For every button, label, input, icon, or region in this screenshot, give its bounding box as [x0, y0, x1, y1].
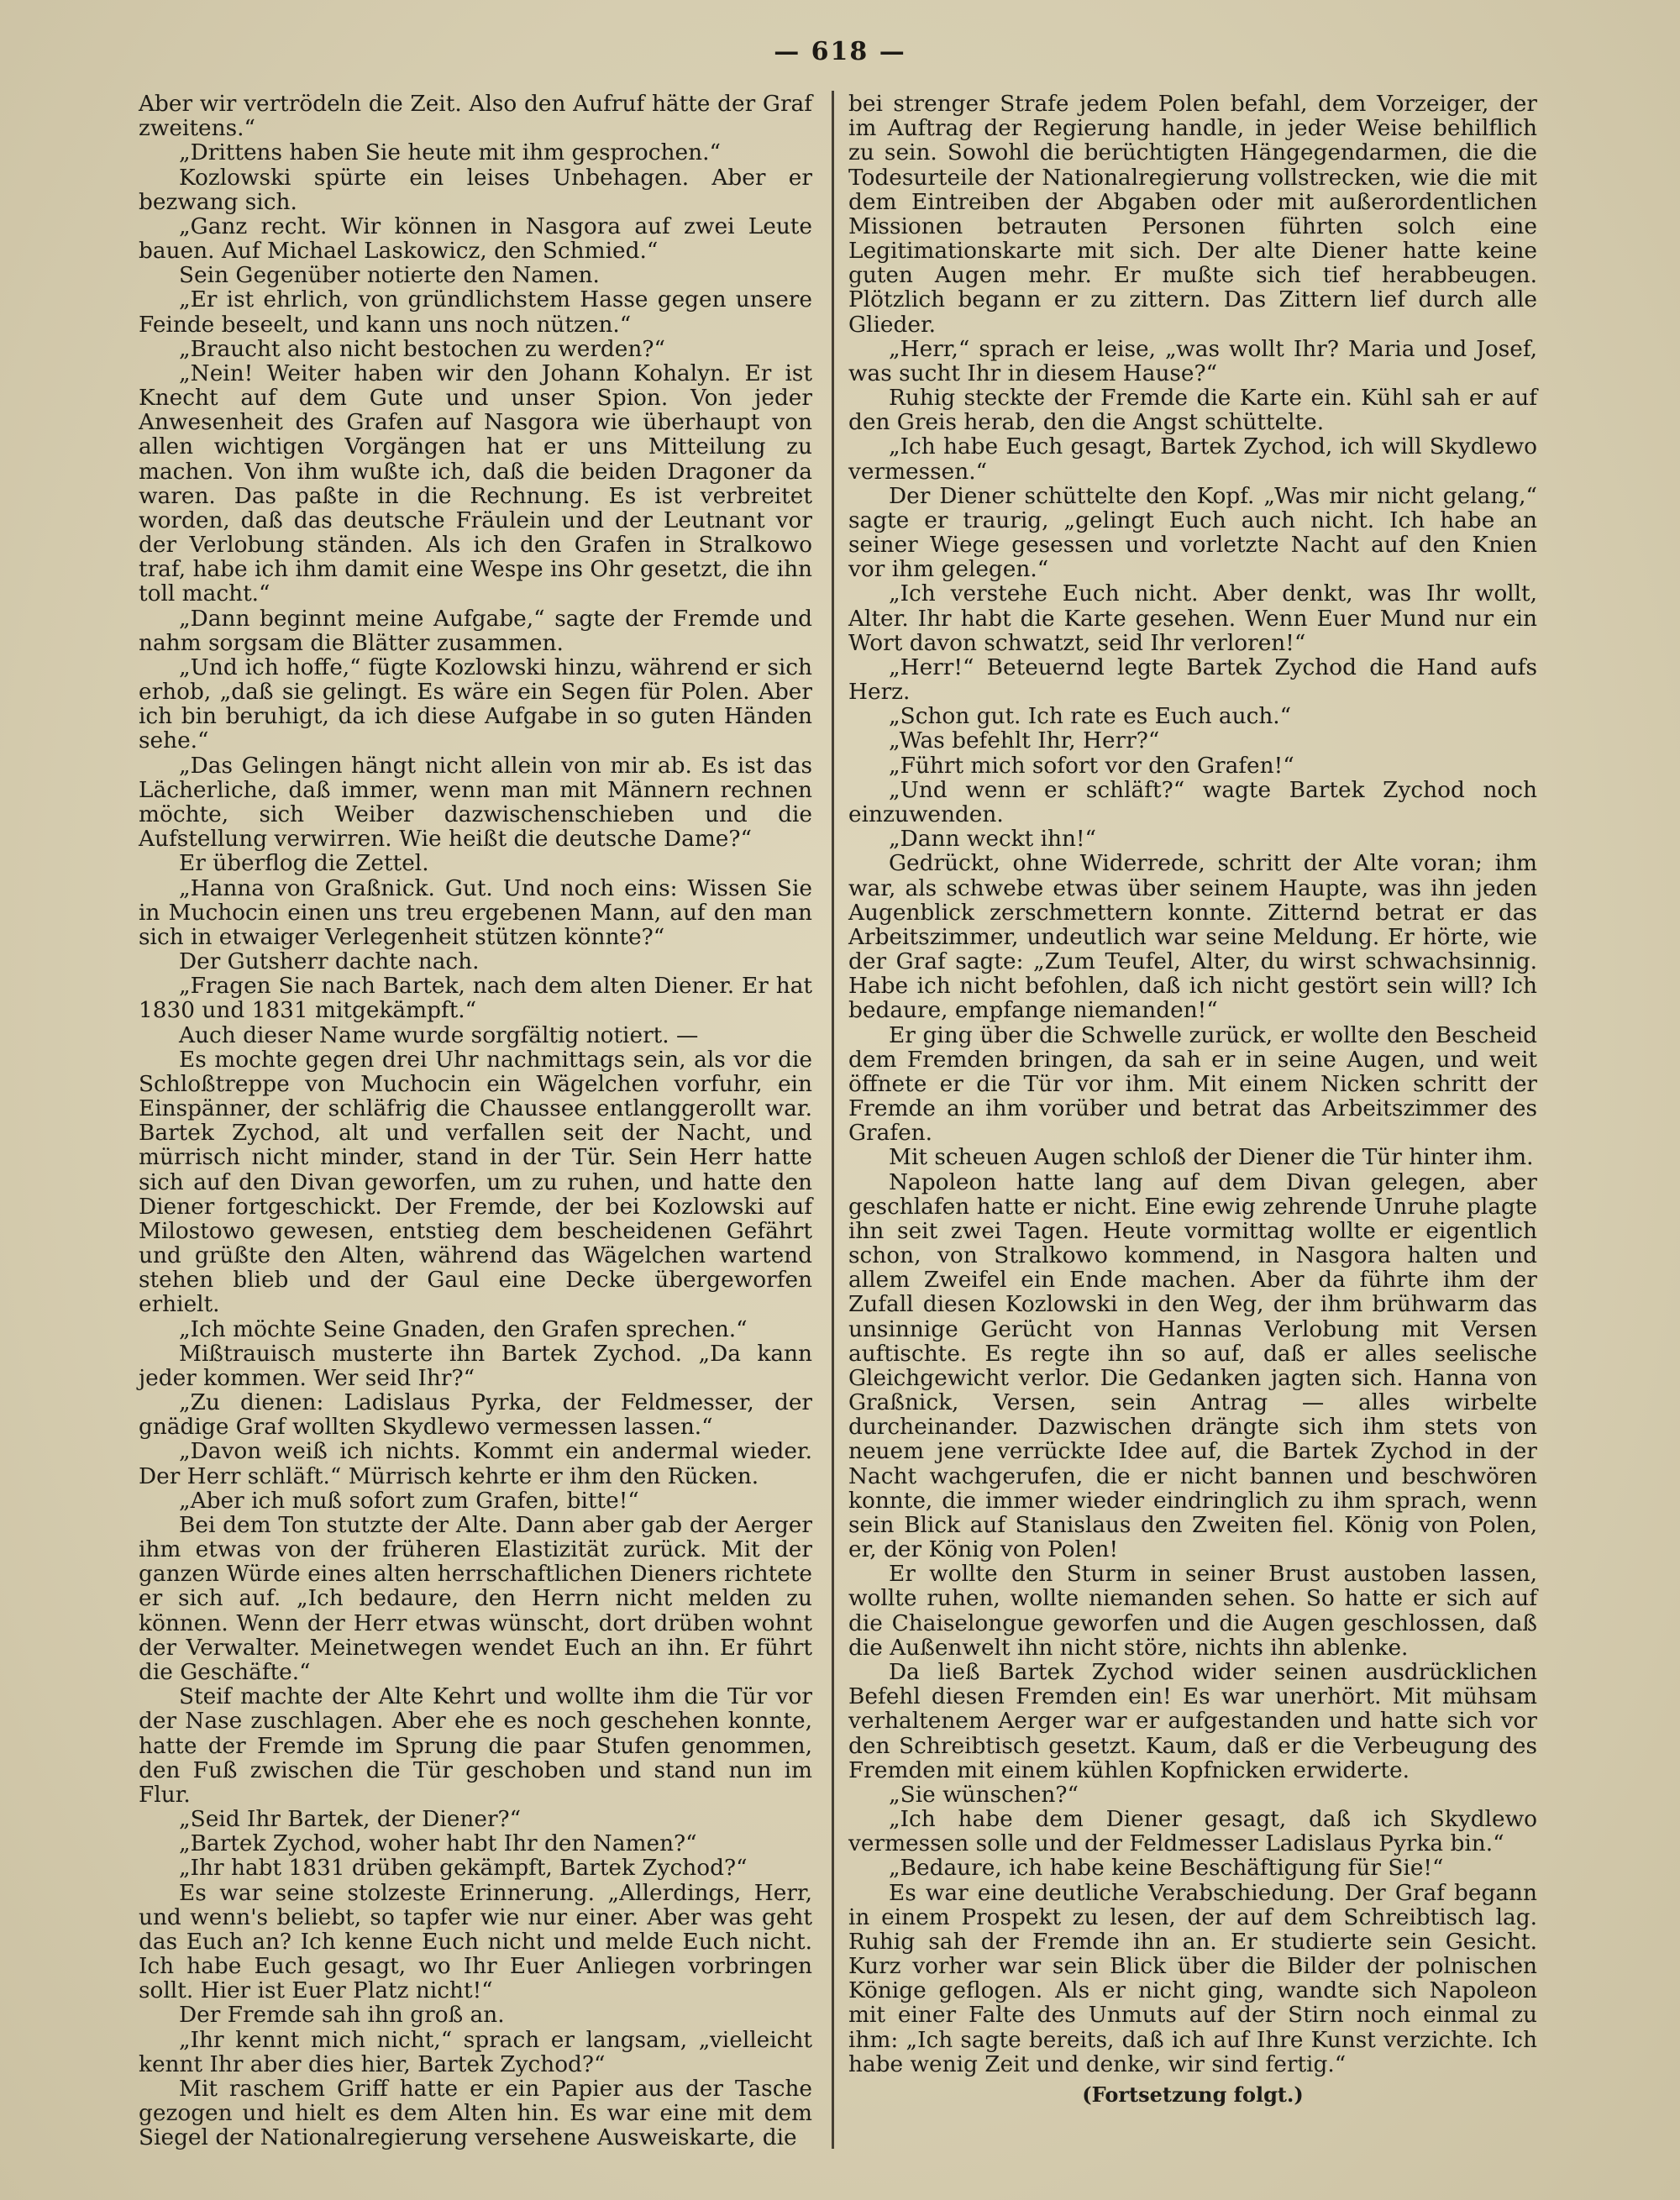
continuation-note: (Fortsetzung folgt.)	[1082, 2082, 1304, 2107]
paragraph: „Ich verstehe Euch nicht. Aber denkt, was Ihr wollt, Alter. Ihr habt die Karte gesehen. Wenn Euer Mund nur ein Wort davon schwatzt, seid Ihr verloren!“	[848, 581, 1537, 656]
paragraph: „Dann weckt ihn!“	[889, 827, 1097, 853]
right-column	[848, 92, 1537, 2107]
paragraph: „Schon gut. Ich rate es Euch auch.“	[889, 704, 1292, 730]
paragraph: Kozlowski spürte ein leises Unbehagen. Aber er bezwang sich.	[139, 165, 812, 215]
paragraph: „Seid Ihr Bartek, der Diener?“	[179, 1807, 522, 1833]
paragraph: Napoleon hatte lang auf dem Divan gelegen, aber geschlafen hatte er nicht. Eine ewig zehrende Unruhe plagte ihn seit zwei Tagen. Heute vormittag wollte er eigentlich schon, von Stralkowo kommend, in Nasgora halten und allem Zweifel ein Ende machen. Aber da führte ihm der Zufall diesen Kozlowski in den Weg, der ihm brühwarm das unsinnige Gerücht von Hannas Verlobung mit Versen auftischte. Es regte ihn so auf, daß er alles seelische Gleichgewicht verlor. Die Gedanken jagten sich. Hanna von Graßnick, Versen, sein Antrag — alles wirbelte durcheinander. Dazwischen drängte sich ihm stets von neuem jene verrückte Idee auf, die Bartek Zychod in der Nacht wachgerufen, die er nicht bannen und beschwören konnte, die immer wieder eindringlich zu ihm sprach, wenn sein Blick auf Stanislaus den Zweiten fiel. König von Polen, er, der König von Polen!	[848, 1169, 1537, 1563]
paragraph: „Drittens haben Sie heute mit ihm gesprochen.“	[179, 140, 721, 166]
paragraph: „Das Gelingen hängt nicht allein von mir ab. Es ist das Lächerliche, daß immer, wenn man mit Männern rechnen möchte, sich Weiber dazwischenschieben und die Aufstellung verwirren. Wie heißt die deutsche Dame?“	[139, 753, 812, 853]
column-divider	[832, 91, 834, 2149]
paragraph: Gedrückt, ohne Widerrede, schritt der Alte voran; ihm war, als schwebe etwas über seinem Haupte, was ihn jeden Augenblick zerschmettern konnte. Zitternd betrat er das Arbeitszimmer, undeutlich war seine Meldung. Er hörte, wie der Graf sagte: „Zum Teufel, Alter, du wirst schwachsinnig. Habe ich nicht befohlen, daß ich nicht gestört sein will? Ich bedaure, empfange niemanden!“	[848, 851, 1537, 1024]
paragraph: „Bartek Zychod, woher habt Ihr den Namen?“	[179, 1831, 697, 1857]
paragraph: „Und wenn er schläft?“ wagte Bartek Zychod noch einzuwenden.	[848, 777, 1537, 827]
paragraph: „Davon weiß ich nichts. Kommt ein andermal wieder. Der Herr schläft.“ Mürrisch kehrte er ihm den Rücken.	[139, 1439, 812, 1489]
paragraph: „Ich habe Euch gesagt, Bartek Zychod, ich will Skydlewo vermessen.“	[848, 434, 1537, 485]
paragraph: „Hanna von Graßnick. Gut. Und noch eins: Wissen Sie in Muchocin einen uns treu ergebenen Mann, auf den man sich in etwaiger Verlegenheit stützen könnte?“	[139, 875, 812, 950]
paragraph: bei strenger Strafe jedem Polen befahl, dem Vorzeiger, der im Auftrag der Regierung handle, in jeder Weise behilflich zu sein. Sowohl die berüchtigten Hängegendarmen, die die Todesurteile der Nationalregierung vollstrecken, wie die mit dem Eintreiben der Abgaben oder mit außerordentlichen Missionen betrauten Personen führten solch eine Legitimationskarte mit sich. Der alte Diener hatte keine guten Augen mehr. Er mußte sich tief herabbeugen. Plötzlich begann er zu zittern. Das Zittern lief durch alle Glieder.	[848, 92, 1537, 338]
paragraph: Ruhig steckte der Fremde die Karte ein. Kühl sah er auf den Greis herab, den die Angst schüttelte.	[848, 386, 1537, 436]
paragraph: „Ich habe dem Diener gesagt, daß ich Skydlewo vermessen solle und der Feldmesser Ladislaus Pyrka bin.“	[848, 1807, 1537, 1857]
paragraph: Bei dem Ton stutzte der Alte. Dann aber gab der Aerger ihm etwas von der früheren Elastizität zurück. Mit der ganzen Würde eines alten herrschaftlichen Dieners richtete er sich auf. „Ich bedaure, den Herrn nicht melden zu können. Wenn der Herr etwas wünscht, dort drüben wohnt der Verwalter. Meinetwegen wendet Euch an ihn. Er führt die Geschäfte.“	[139, 1512, 812, 1685]
paragraph: Da ließ Bartek Zychod wider seinen ausdrücklichen Befehl diesen Fremden ein! Es war unerhört. Mit mühsam verhaltenem Aerger war er aufgestanden und hatte sich vor den Schreibtisch gesetzt. Kaum, daß er die Verbeugung des Fremden mit einem kühlen Kopfnicken erwiderte.	[848, 1660, 1537, 1783]
paragraph: „Ganz recht. Wir können in Nasgora auf zwei Leute bauen. Auf Michael Laskowicz, den Schmied.“	[139, 213, 812, 265]
paragraph: Es war seine stolzeste Erinnerung. „Allerdings, Herr, und wenn's beliebt, so tapfer wie nur einer. Aber was geht das Euch an? Ich kenne Euch nicht und melde Euch nicht. Ich habe Euch gesagt, wo Ihr Euer Anliegen vorbringen sollt. Hier ist Euer Platz nicht!“	[139, 1880, 812, 2004]
paragraph: Mit raschem Griff hatte er ein Papier aus der Tasche gezogen und hielt es dem Alten hin. Es war eine mit dem Siegel der Nationalregierung versehene Ausweiskarte, die	[139, 2076, 812, 2151]
paragraph: Steif machte der Alte Kehrt und wollte ihm die Tür vor der Nase zuschlagen. Aber ehe es noch geschehen konnte, hatte der Fremde im Sprung die paar Stufen genommen, den Fuß zwischen die Tür geschoben und stand nun im Flur.	[139, 1684, 812, 1808]
paragraph: Es war eine deutliche Verabschiedung. Der Graf begann in einem Prospekt zu lesen, der auf dem Schreibtisch lag. Ruhig sah der Fremde ihn an. Er studierte sein Gesicht. Kurz vorher war sein Blick über die Bilder der polnischen Könige geflogen. Als er nicht ging, wandte sich Napoleon mit einer Falte des Unmuts auf der Stirn noch einmal zu ihm: „Ich sagte bereits, daß ich auf Ihre Kunst verzichte. Ich habe wenig Zeit und denke, wir sind fertig.“	[848, 1880, 1537, 2077]
paragraph: „Fragen Sie nach Bartek, nach dem alten Diener. Er hat 1830 und 1831 mitgekämpft.“	[139, 974, 812, 1024]
paragraph: „Er ist ehrlich, von gründlichstem Hasse gegen unsere Feinde beseelt, und kann uns noch nützen.“	[139, 287, 812, 338]
paragraph: „Führt mich sofort vor den Grafen!“	[889, 753, 1294, 779]
paragraph: „Herr,“ sprach er leise, „was wollt Ihr? Maria und Josef, was sucht Ihr in diesem Hause?“	[848, 336, 1537, 386]
paragraph: „Was befehlt Ihr, Herr?“	[889, 728, 1160, 754]
paragraph: „Ihr habt 1831 drüben gekämpft, Bartek Zychod?“	[179, 1856, 748, 1882]
paragraph: „Dann beginnt meine Aufgabe,“ sagte der Fremde und nahm sorgsam die Blätter zusammen.	[139, 606, 812, 656]
paragraph: Er wollte den Sturm in seiner Brust austoben lassen, wollte ruhen, wollte niemanden sehen. So hatte er sich auf die Chaiselongue geworfen und die Augen geschlossen, daß die Außenwelt ihn nicht störe, nichts ihn ablenke.	[848, 1562, 1537, 1661]
paragraph: „Und ich hoffe,“ fügte Kozlowski hinzu, während er sich erhob, „daß sie gelingt. Es wäre ein Segen für Polen. Aber ich bin beruhigt, da ich diese Aufgabe in so guten Händen sehe.“	[139, 654, 812, 754]
paragraph: „Bedaure, ich habe keine Beschäftigung für Sie!“	[889, 1856, 1444, 1882]
paragraph: „Herr!“ Beteuernd legte Bartek Zychod die Hand aufs Herz.	[848, 654, 1537, 706]
paragraph: Es mochte gegen drei Uhr nachmittags sein, als vor die Schloßtreppe von Muchocin ein Wägelchen vorfuhr, ein Einspänner, der schläfrig die Chaussee entlanggerollt war. Bartek Zychod, alt und verfallen seit der Nacht, und mürrisch nicht minder, stand in der Tür. Sein Herr hatte sich auf den Divan geworfen, um zu ruhen, und hatte den Diener fortgeschickt. Der Fremde, der bei Kozlowski auf Milostowo gewesen, entstieg dem bescheidenen Gefährt und grüßte den Alten, während das Wägelchen wartend stehen blieb und der Gaul eine Decke übergeworfen erhielt.	[139, 1047, 812, 1318]
paragraph: „Zu dienen: Ladislaus Pyrka, der Feldmesser, der gnädige Graf wollten Skydlewo vermessen lassen.“	[139, 1390, 812, 1441]
page-number: — 618 —	[774, 37, 906, 66]
paragraph: „Nein! Weiter haben wir den Johann Kohalyn. Er ist Knecht auf dem Gute und unser Spion. Von jeder Anwesenheit des Grafen auf Nasgora wie überhaupt von allen wichtigen Vorgängen hat er uns Mitteilung zu machen. Von ihm wußte ich, daß die beiden Dragoner da waren. Das paßte in die Rechnung. Es ist verbreitet worden, daß das deutsche Fräulein und der Leutnant vor der Verlobung ständen. Als ich den Grafen in Stralkowo traf, habe ich ihm damit eine Wespe ins Ohr gesetzt, die ihn toll macht.“	[139, 360, 812, 607]
paragraph: Er ging über die Schwelle zurück, er wollte den Bescheid dem Fremden bringen, da sah er in seine Augen, und weit öffnete er die Tür vor ihm. Mit einem Nicken schritt der Fremde an ihm vorüber und betrat das Arbeitszimmer des Grafen.	[848, 1022, 1537, 1147]
paragraph: Auch dieser Name wurde sorgfältig notiert. —	[179, 1022, 699, 1048]
paragraph: „Braucht also nicht bestochen zu werden?“	[179, 336, 665, 362]
paragraph: Der Gutsherr dachte nach.	[179, 949, 480, 975]
paragraph: Er überflog die Zettel.	[179, 851, 429, 877]
paragraph: Mit scheuen Augen schloß der Diener die Tür hinter ihm.	[889, 1145, 1534, 1171]
paragraph: Der Fremde sah ihn groß an.	[179, 2003, 505, 2029]
paragraph: „Sie wünschen?“	[889, 1782, 1079, 1808]
paragraph: Sein Gegenüber notierte den Namen.	[179, 263, 600, 289]
paragraph: Der Diener schüttelte den Kopf. „Was mir nicht gelang,“ sagte er traurig, „gelingt Euch auch nicht. Ich habe an seiner Wiege gesessen und vorletzte Nacht auf den Knien vor ihm gelegen.“	[848, 483, 1537, 583]
paragraph: „Ich möchte Seine Gnaden, den Grafen sprechen.“	[179, 1316, 748, 1342]
paragraph: „Aber ich muß sofort zum Grafen, bitte!“	[179, 1488, 639, 1514]
paragraph: Aber wir vertrödeln die Zeit. Also den Aufruf hätte der Graf zweitens.“	[139, 92, 812, 142]
paragraph: Mißtrauisch musterte ihn Bartek Zychod. „Da kann jeder kommen. Wer seid Ihr?“	[139, 1341, 812, 1391]
left-column	[139, 92, 812, 2150]
paragraph: „Ihr kennt mich nicht,“ sprach er langsam, „vielleicht kennt Ihr aber dies hier, Bartek Zychod?“	[139, 2027, 812, 2077]
